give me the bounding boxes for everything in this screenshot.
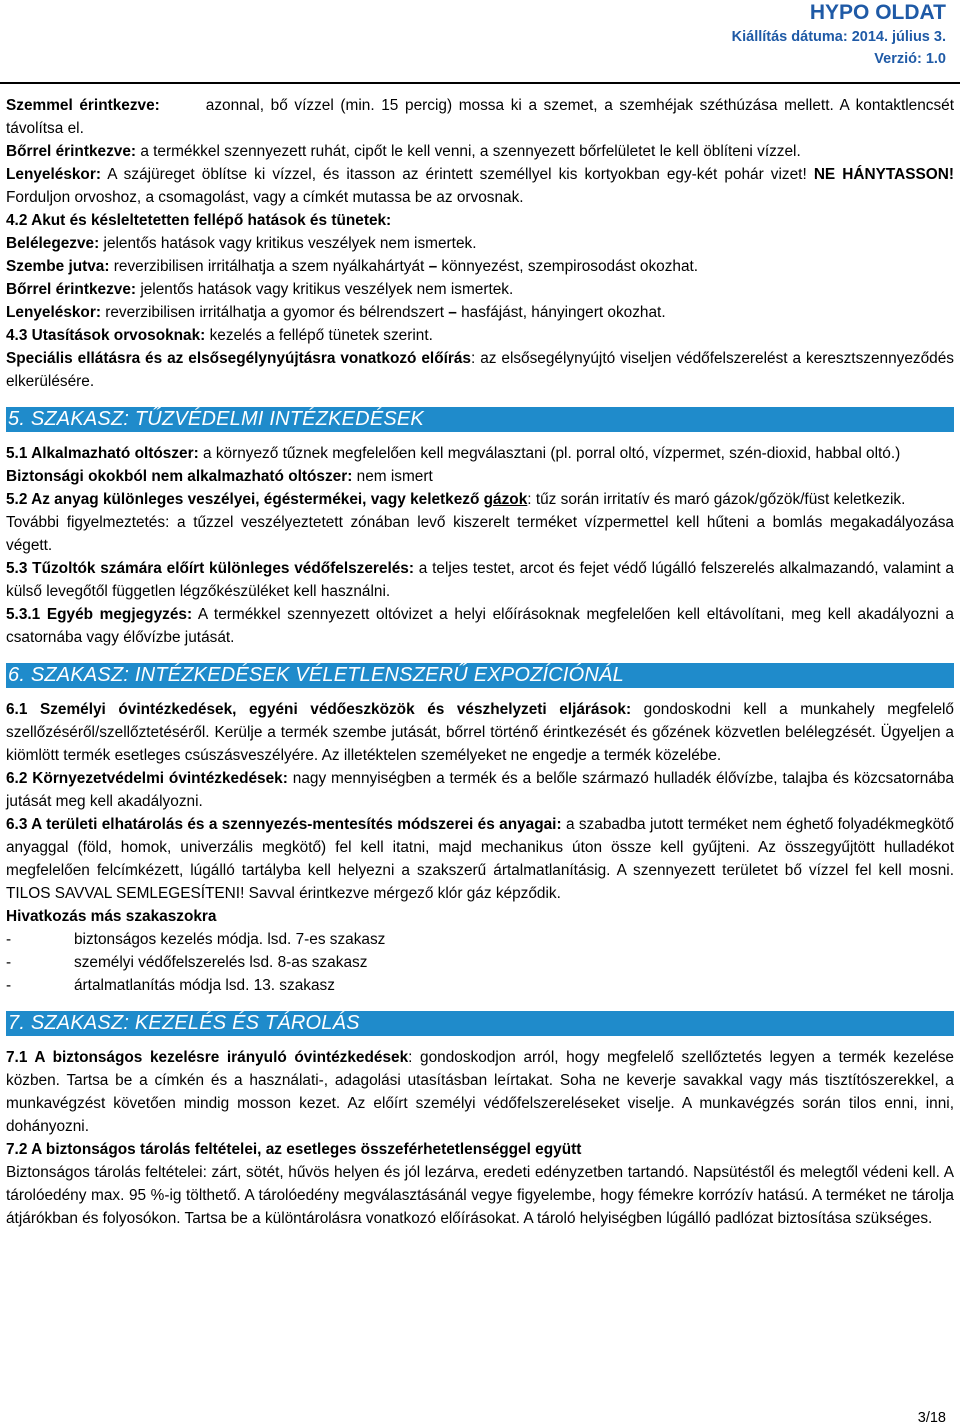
- para-6-2: [6, 767, 954, 813]
- special-care-paragraph: [6, 347, 954, 393]
- eye-contact-text: azonnal, bő vízzel (min. 15 percig) mossa ki a szemet, a szemhéjak széthúzása mellett. A kontaktlencsét távolítsa el.: [6, 97, 954, 137]
- list-item: [6, 928, 954, 951]
- inhalation-text: jelentős hatások vagy kritikus veszélyek nem ismertek.: [103, 235, 477, 252]
- para-5-1b-text: nem ismert: [356, 468, 433, 485]
- inhalation-paragraph: [6, 232, 954, 255]
- para-5-2-label: 5.2 Az anyag különleges veszélyei, égéstermékei, vagy keletkező: [6, 491, 480, 508]
- para-5-2: [6, 488, 954, 511]
- references-heading: Hivatkozás más szakaszokra: [6, 908, 217, 925]
- eye-contact-label: Szemmel érintkezve:: [6, 97, 160, 114]
- list-item-text: személyi védőfelszerelés lsd. 8-as szakasz: [74, 954, 368, 971]
- para-6-3-label: 6.3 A területi elhatárolás és a szennyezés-mentesítés módszerei és anyagai:: [6, 816, 562, 833]
- header-divider: [0, 82, 960, 84]
- para-5-3: [6, 557, 954, 603]
- list-dash: -: [6, 954, 12, 971]
- list-dash: -: [6, 931, 12, 948]
- eye-effects-text-2: könnyezést, szempirosodást okozhat.: [441, 258, 699, 275]
- ingestion-effects-text-2: hasfájást, hányingert okozhat.: [461, 304, 666, 321]
- para-7-2-label: 7.2 A biztonságos tárolás feltételei, az esetleges összeférhetetlenséggel együtt: [6, 1141, 582, 1158]
- ingestion-paragraph: [6, 163, 954, 209]
- special-care-text: : az elsősegélynyújtó viseljen védőfelszerelést a keresztszennyeződés elkerülésére.: [6, 350, 954, 390]
- para-5-1-text: a környező tűznek megfelelően kell megválasztani (pl. porral oltó, vízpermet, szén-dioxid, habbal oltó.): [203, 445, 901, 462]
- skin-effects-label: Bőrrel érintkezve:: [6, 281, 137, 298]
- para-7-2-text: Biztonságos tárolás feltételei: zárt, sötét, hűvös helyen és jól lezárva, eredeti edényzetben tartandó. Napsütéstől és melegtől védeni kell. A tárolóedény max. 95 %-ig tölthető. A tárolóedény megválasztásánál vegye figyelembe, hogy fémekre korrózív hatású. A terméket ne tárolja átjárókban és folyosókon. Tartsa be a különtárolásra vonatkozó előírásokat. A tároló helyiségben lúgálló padlózat biztosítása szükséges.: [6, 1164, 954, 1227]
- para-7-1: [6, 1046, 954, 1138]
- section-6-heading: 6. SZAKASZ: INTÉZKEDÉSEK VÉLETLENSZERŰ EXPOZÍCIÓNÁL: [6, 663, 954, 688]
- product-title: HYPO OLDAT: [809, 1, 946, 24]
- version: Verzió: 1.0: [874, 51, 946, 67]
- eye-contact-paragraph: [6, 94, 954, 140]
- page-number: 3/18: [917, 1410, 946, 1426]
- para-5-3-1-label: 5.3.1 Egyéb megjegyzés:: [6, 606, 193, 623]
- para-5-1b-label: Biztonsági okokból nem alkalmazható oltószer:: [6, 468, 353, 485]
- section-5-heading: 5. SZAKASZ: TŰZVÉDELMI INTÉZKEDÉSEK: [6, 407, 954, 432]
- para-5-1b: [6, 465, 954, 488]
- para-5-2-text: : tűz során irritatív és maró gázok/gőzök/füst keletkezik.: [527, 491, 906, 508]
- list-item: [6, 951, 954, 974]
- section-7-heading: 7. SZAKASZ: KEZELÉS ÉS TÁROLÁS: [6, 1011, 954, 1036]
- issue-date: Kiállítás dátuma: 2014. július 3.: [731, 29, 946, 45]
- subheading-4-3: 4.3 Utasítások orvosoknak:: [6, 327, 206, 344]
- eye-effects-text: reverzibilisen irritálhatja a szem nyálkahártyát: [113, 258, 425, 275]
- para-5-1: [6, 442, 954, 465]
- para-6-2-label: 6.2 Környezetvédelmi óvintézkedések:: [6, 770, 288, 787]
- para-7-1-label: 7.1 A biztonságos kezelésre irányuló óvintézkedések: [6, 1049, 409, 1066]
- ingestion-text: A szájüreget öblítse ki vízzel, és itasson az érintett személlyel kis kortyokban egy-két pohár vizet!: [107, 166, 807, 183]
- skin-effects-paragraph: [6, 278, 954, 301]
- doctor-instructions-text: kezelés a fellépő tünetek szerint.: [209, 327, 433, 344]
- para-5-3-1-text: A termékkel szennyezett oltóvizet a helyi előírásoknak megfelelően kell eltávolítani, meg kell akadályozni a csatornába vagy élővízbe jutását.: [6, 606, 954, 646]
- skin-contact-paragraph: [6, 140, 954, 163]
- document-body: [6, 94, 954, 1230]
- skin-effects-text: jelentős hatások vagy kritikus veszélyek nem ismertek.: [140, 281, 514, 298]
- skin-contact-label: Bőrrel érintkezve:: [6, 143, 137, 160]
- ingestion-text-2: Forduljon orvoshoz, a csomagolást, vagy a címkét mutassa be az orvosnak.: [6, 189, 524, 206]
- para-6-3: [6, 813, 954, 905]
- ingestion-warning: NE HÁNYTASSON!: [813, 166, 954, 183]
- ingestion-effects-label: Lenyeléskor:: [6, 304, 101, 321]
- page-header: [732, 0, 946, 70]
- ingestion-effects-paragraph: Lenyeléskor: reverzibilisen irritálhatja a gyomor és bélrendszert – hasfájást, hányingert okozhat.: [6, 304, 666, 321]
- para-5-3-label: 5.3 Tűzoltók számára előírt különleges védőfelszerelés:: [6, 560, 414, 577]
- para-6-1-text: gondoskodni kell a munkahely megfelelő szellőzéséről/szellőztetéséről. Kerülje a termék szembe jutását, bőrrel történő érintkezését és gőzének közvetlen belélegzését. Ügyeljen a kiömlött termék esetleges csúszásveszélyére. Az illetéktelen személyeket ne engedje a termék közelébe.: [6, 701, 954, 764]
- para-5-1-label: 5.1 Alkalmazható oltószer:: [6, 445, 199, 462]
- list-dash: -: [6, 977, 12, 994]
- para-5-2-label-underlined: gázok: [483, 491, 528, 508]
- para-6-3-text: a szabadba jutott terméket nem éghető folyadékmegkötő anyaggal (föld, homok, univerzális megkötő) fel kell itatni, majd mechanikus úton össze kell gyűjteni. Az összegyűjtött hulladékot megfelelően felcímkézett, lúgálló tartályba kell helyezni a szakszerű ártalmatlanításig. A szennyezett területet bő vízzel fel kell mosni. TILOS SAVVAL SEMLEGESÍTENI! Savval érintkezve mérgező klór gáz képződik.: [6, 816, 954, 902]
- eye-effects-label: Szembe jutva:: [6, 258, 110, 275]
- list-item-text: biztonságos kezelés módja. lsd. 7-es szakasz: [74, 931, 386, 948]
- para-6-2-text: nagy mennyiségben a termék és a belőle származó hulladék élővízbe, talajba és közcsatornába jutását meg kell akadályozni.: [6, 770, 954, 810]
- eye-effects-paragraph: Szembe jutva: reverzibilisen irritálhatja a szem nyálkahártyát – könnyezést, szempirosodást okozhat.: [6, 258, 699, 275]
- inhalation-label: Belélegezve:: [6, 235, 100, 252]
- special-care-label: Speciális ellátásra és az elsősegélynyújtásra vonatkozó előírás: [6, 350, 471, 367]
- para-6-1: [6, 698, 954, 767]
- para-7-1-text: : gondoskodjon arról, hogy megfelelő szellőztetés legyen a termék kezelése közben. Tartsa be a címkén és a használati-, adagolási utasításban leírtakat. Soha ne keverje savakkal vagy más tisztítószerekkel, a munkavégzést követően mindig mosson kezet. Az előírt személyi védőfelszereléseket viselje. A munkavégzés során tilos enni, inni, dohányozni.: [6, 1049, 954, 1135]
- list-item-text: ártalmatlanítás módja lsd. 13. szakasz: [74, 977, 335, 994]
- ingestion-effects-text: reverzibilisen irritálhatja a gyomor és bélrendszert: [105, 304, 444, 321]
- para-5-3-text: a teljes testet, arcot és fejet védő lúgálló felszerelés alkalmazandó, valamint a külső levegőtől független légzőkészüléket kell használni.: [6, 560, 954, 600]
- ingestion-label: Lenyeléskor:: [6, 166, 101, 183]
- doctor-instructions-paragraph: [6, 324, 954, 347]
- skin-contact-text: a termékkel szennyezett ruhát, cipőt le kell venni, a szennyezett bőrfelületet le kell öblíteni vízzel.: [140, 143, 801, 160]
- para-6-1-label: 6.1 Személyi óvintézkedések, egyéni védőeszközök és vészhelyzeti eljárások:: [6, 701, 632, 718]
- para-5-3-1: [6, 603, 954, 649]
- list-item: [6, 974, 954, 997]
- subheading-4-2: 4.2 Akut és késleltetetten fellépő hatások és tünetek:: [6, 212, 392, 229]
- para-5-2b: További figyelmeztetés: a tűzzel veszélyeztetett zónában levő kiszerelt terméket vízpermettel kell hűteni a bomlás megakadályozása végett.: [6, 514, 954, 554]
